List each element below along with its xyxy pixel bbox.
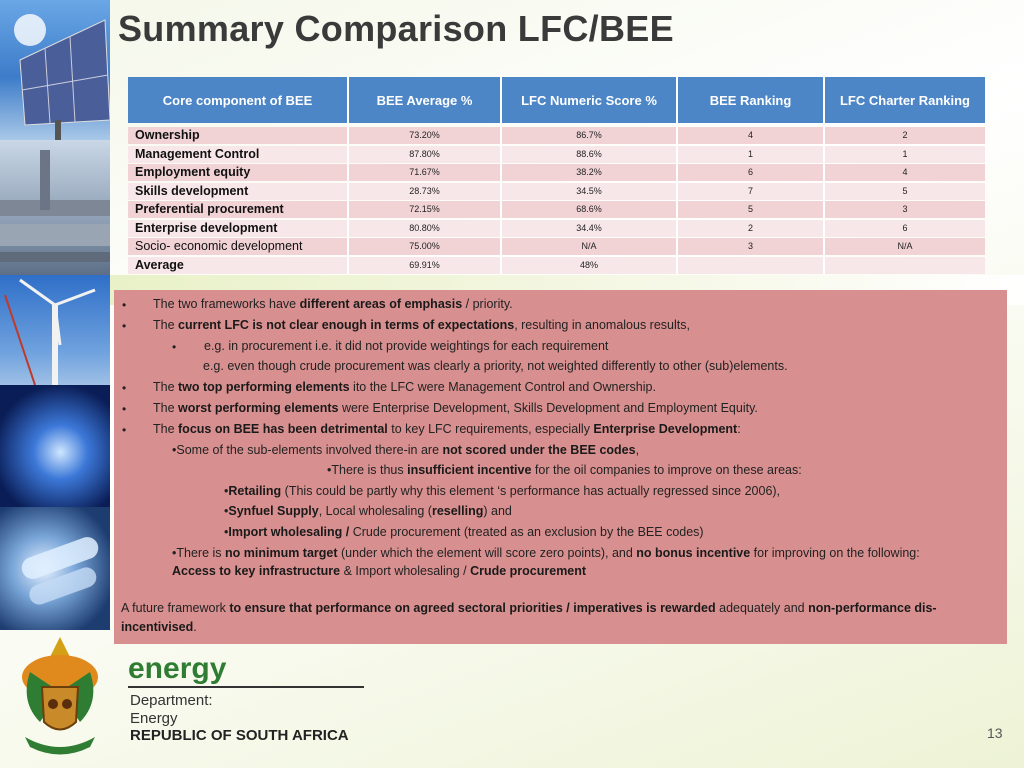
cell-bee-ranking: 6	[678, 164, 825, 181]
energy-bulb-photo	[0, 507, 110, 630]
header-core-component: Core component of BEE	[128, 77, 349, 123]
slide-title: Summary Comparison LFC/BEE	[118, 8, 674, 49]
cell-bee-average: 87.80%	[349, 146, 502, 163]
cell-lfc-ranking: 4	[825, 164, 985, 181]
cell-component: Enterprise development	[128, 220, 349, 237]
footer-divider	[128, 686, 364, 688]
cell-bee-average: 72.15%	[349, 201, 502, 218]
cell-bee-average: 28.73%	[349, 183, 502, 200]
note-line-1: The two frameworks have different areas of emphasis / priority.	[153, 297, 513, 311]
note-line-10: •Retailing (This could be partly why this element ‘s performance has actually regressed since 2006),	[224, 484, 781, 498]
bullet-1: •	[122, 298, 127, 312]
cell-component: Employment equity	[128, 164, 349, 181]
cell-bee-ranking	[678, 257, 825, 274]
cell-lfc-ranking: 2	[825, 127, 985, 144]
page-number: 13	[987, 725, 1003, 741]
header-bee-ranking: BEE Ranking	[678, 77, 825, 123]
note-line-5: The two top performing elements ito the LFC were Management Control and Ownership.	[153, 380, 656, 394]
solar-panel-photo	[0, 0, 110, 140]
bullet-4: •	[122, 402, 127, 416]
cell-bee-ranking: 5	[678, 201, 825, 218]
header-lfc-ranking: LFC Charter Ranking	[825, 77, 985, 123]
bullet-3: •	[122, 381, 127, 395]
pipeline-photo	[0, 140, 110, 275]
cell-component: Preferential procurement	[128, 201, 349, 218]
table-row	[128, 146, 985, 164]
cell-bee-ranking: 1	[678, 146, 825, 163]
cell-lfc-score: 48%	[502, 257, 678, 274]
table-row	[128, 220, 985, 238]
table-row	[128, 164, 985, 182]
pipeline-graphic	[0, 140, 110, 275]
wind-turbine-graphic	[0, 275, 110, 385]
note-line-13: •There is no minimum target (under which the element will score zero points), and no bonus incentive for improving on the following:	[172, 546, 920, 560]
header-lfc-score: LFC Numeric Score %	[502, 77, 678, 123]
note-line-15: A future framework to ensure that performance on agreed sectoral priorities / imperatives is rewarded adequately and non-performance dis-	[121, 601, 937, 615]
cell-bee-average: 71.67%	[349, 164, 502, 181]
table-row	[128, 183, 985, 201]
cell-bee-average: 80.80%	[349, 220, 502, 237]
sub-bullet-1: •	[172, 340, 177, 354]
note-line-6: The worst performing elements were Enterprise Development, Skills Development and Employment Equity.	[153, 401, 758, 415]
note-line-12: •Import wholesaling / Crude procurement (treated as an exclusion by the BEE codes)	[224, 525, 704, 539]
energy-wordmark: energy	[128, 652, 227, 685]
table-row	[128, 201, 985, 219]
note-line-11: •Synfuel Supply, Local wholesaling (reselling) and	[224, 504, 512, 518]
header-bee-average: BEE Average %	[349, 77, 502, 123]
cell-lfc-ranking: 1	[825, 146, 985, 163]
note-line-4: e.g. even though crude procurement was clearly a priority, not weighted differently to other (sub)elements.	[203, 359, 788, 373]
note-line-16: incentivised.	[121, 620, 197, 634]
gas-flame-photo	[0, 385, 110, 507]
cell-bee-ranking: 3	[678, 238, 825, 255]
cell-lfc-score: 88.6%	[502, 146, 678, 163]
table-row	[128, 238, 985, 256]
cell-lfc-score: 34.5%	[502, 183, 678, 200]
cell-lfc-ranking: 3	[825, 201, 985, 218]
solar-panel-graphic	[0, 0, 110, 140]
cell-lfc-score: N/A	[502, 238, 678, 255]
energy-bulb-graphic	[0, 507, 110, 630]
photo-strip	[0, 0, 110, 630]
cell-lfc-score: 68.6%	[502, 201, 678, 218]
coat-of-arms-icon	[10, 632, 110, 757]
note-line-9: •There is thus insufficient incentive for the oil companies to improve on these areas:	[327, 463, 802, 477]
cell-bee-average: 75.00%	[349, 238, 502, 255]
cell-component: Management Control	[128, 146, 349, 163]
note-line-7: The focus on BEE has been detrimental to key LFC requirements, especially Enterprise Development:	[153, 422, 741, 436]
cell-lfc-score: 38.2%	[502, 164, 678, 181]
wind-turbine-photo	[0, 275, 110, 385]
cell-component: Skills development	[128, 183, 349, 200]
bullet-5: •	[122, 423, 127, 437]
cell-component: Ownership	[128, 127, 349, 144]
bullet-2: •	[122, 319, 127, 333]
cell-lfc-ranking: 6	[825, 220, 985, 237]
note-line-14: Access to key infrastructure & Import wholesaling / Crude procurement	[172, 564, 587, 578]
cell-lfc-ranking: N/A	[825, 238, 985, 255]
cell-component: Socio- economic development	[128, 238, 349, 255]
cell-bee-ranking: 4	[678, 127, 825, 144]
table-row	[128, 127, 985, 145]
cell-bee-ranking: 2	[678, 220, 825, 237]
cell-lfc-ranking: 5	[825, 183, 985, 200]
note-line-2: The current LFC is not clear enough in terms of expectations, resulting in anomalous results,	[153, 318, 690, 332]
department-name: Energy	[130, 710, 178, 727]
cell-component: Average	[128, 257, 349, 274]
note-line-3: e.g. in procurement i.e. it did not provide weightings for each requirement	[204, 339, 609, 353]
department-label: Department:	[130, 692, 213, 709]
cell-bee-average: 73.20%	[349, 127, 502, 144]
country-name: REPUBLIC OF SOUTH AFRICA	[130, 727, 349, 744]
cell-bee-average: 69.91%	[349, 257, 502, 274]
cell-lfc-score: 86.7%	[502, 127, 678, 144]
cell-lfc-score: 34.4%	[502, 220, 678, 237]
table-row	[128, 257, 985, 275]
note-line-8: •Some of the sub-elements involved there-in are not scored under the BEE codes,	[172, 443, 640, 457]
cell-lfc-ranking	[825, 257, 985, 274]
cell-bee-ranking: 7	[678, 183, 825, 200]
